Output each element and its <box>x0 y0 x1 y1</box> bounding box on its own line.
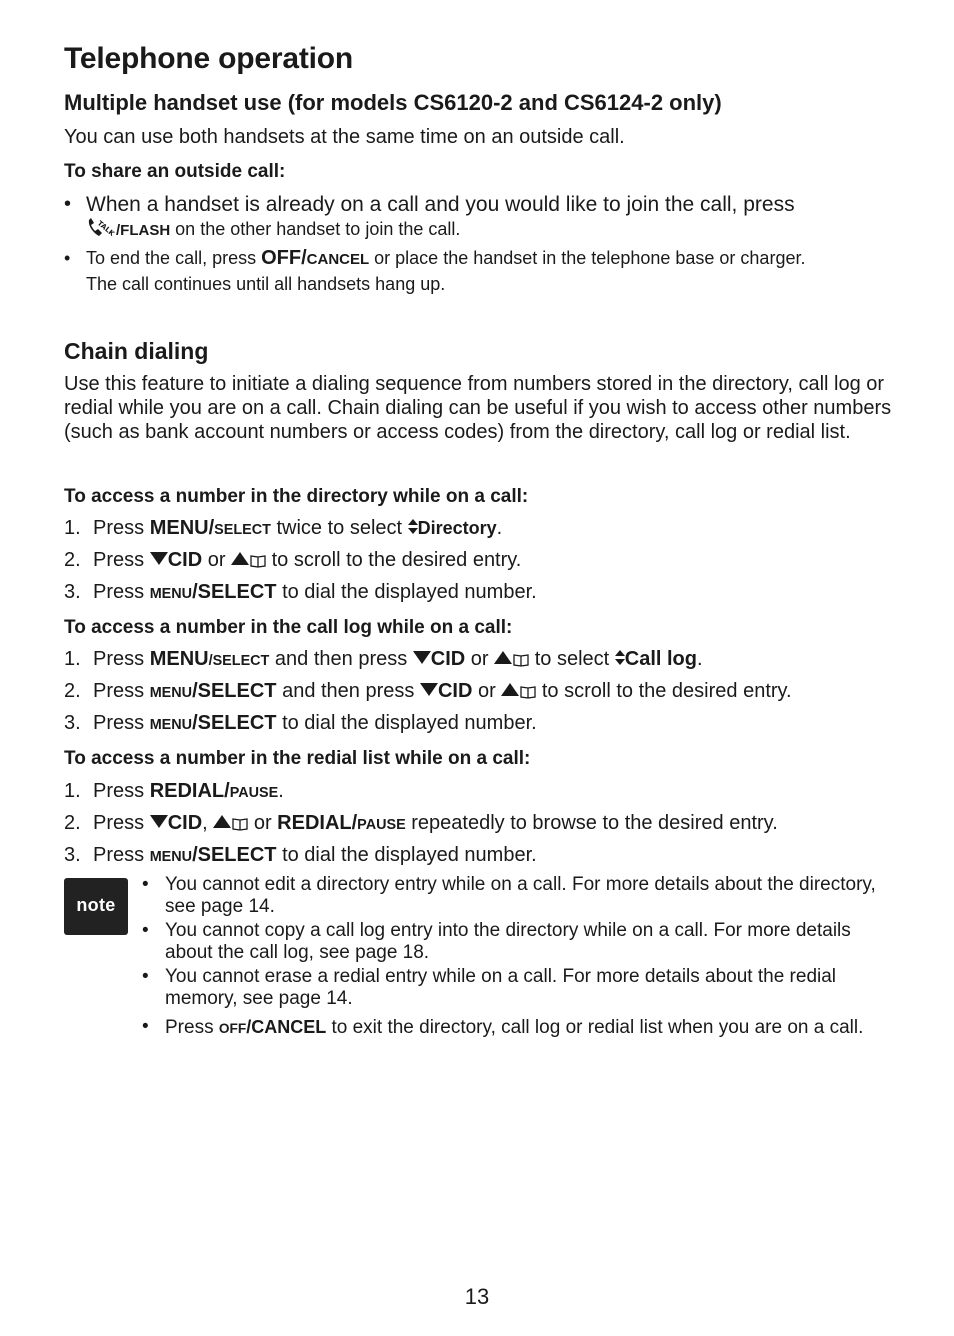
steps-call-log <box>64 644 792 740</box>
note-item: • You cannot copy a call log entry into the directory while on a call. For more details about the call log, see page 18. <box>142 920 851 963</box>
note-item: • You cannot erase a redial entry while on a call. For more details about the redial memory, see page 14. <box>142 966 837 1009</box>
menu-key: MENU <box>149 717 193 733</box>
step-redial-1: 1. Press REDIAL/PAUSE. <box>64 780 284 802</box>
bullet-text: When a handset is already on a call and you would like to join the call, press <box>86 193 795 216</box>
step-call-log-3: 3. Press MENU/SELECT to dial the displayed number. <box>64 712 537 734</box>
phonebook-icon <box>513 646 529 676</box>
menu-key: MENU <box>149 685 193 701</box>
up-down-arrow-icon <box>615 645 625 675</box>
off-key: OFF <box>218 1021 247 1036</box>
menu-key: MENU <box>149 849 193 865</box>
down-arrow-icon <box>150 815 168 828</box>
up-arrow-icon <box>213 815 231 828</box>
steps-directory <box>64 513 537 609</box>
menu-key: MENU <box>149 648 209 670</box>
select-key: /SELECT <box>192 844 277 866</box>
note-item: • Press OFF/CANCEL to exit the directory, call log or redial list when you are on a call. <box>142 1016 864 1038</box>
redial-key: REDIAL/ <box>277 812 358 834</box>
up-arrow-icon <box>231 552 249 565</box>
up-arrow-icon <box>494 651 512 664</box>
step-call-log-1: 1. Press MENU/SELECT and then press CID or to select Call log. <box>64 644 792 676</box>
bullet-text-end: The call continues until all handsets hang up. <box>86 274 446 294</box>
select-key: /SELECT <box>208 653 270 669</box>
step-directory-1: 1. Press MENU/SELECT twice to select Directory. <box>64 513 537 545</box>
phonebook-icon <box>520 678 536 708</box>
redial-key: REDIAL/ <box>149 780 230 802</box>
cid-key: CID <box>167 812 203 834</box>
section-heading-chain-dialing: Chain dialing <box>64 338 209 364</box>
subhead-share-call: To share an outside call: <box>64 161 286 182</box>
step-directory-3: 3. Press MENU/SELECT to dial the displayed number. <box>64 581 537 603</box>
up-arrow-icon <box>501 683 519 696</box>
bullet-text-cont <box>86 217 795 244</box>
step-redial-3: 3. Press MENU/SELECT to dial the displayed number. <box>64 844 537 866</box>
bullet-join-call <box>64 192 894 244</box>
select-key: SELECT <box>214 522 271 538</box>
phonebook-icon <box>250 547 266 577</box>
menu-key: MENU/ <box>149 517 215 539</box>
note-list <box>142 874 894 1042</box>
pause-key: PAUSE <box>357 817 406 833</box>
subhead-redial: To access a number in the redial list while on a call: <box>64 748 531 769</box>
up-down-arrow-icon <box>408 514 418 544</box>
bullet-text-end: on the other handset to join the call. <box>170 219 461 239</box>
flash-key: /FLASH <box>116 222 171 239</box>
pause-key: PAUSE <box>229 785 279 801</box>
cid-key: CID <box>167 549 203 571</box>
cancel-key: CANCEL <box>306 251 370 268</box>
page-title: Telephone operation <box>64 42 353 75</box>
step-call-log-2: 2. Press MENU/SELECT and then press CID or to scroll to the desired entry. <box>64 676 792 708</box>
steps-redial <box>64 776 778 872</box>
menu-item-directory: Directory <box>417 518 497 538</box>
talk-phone-icon <box>86 217 116 244</box>
subhead-call-log: To access a number in the call log while on a call: <box>64 617 513 638</box>
svg-text:TALK: TALK <box>95 219 116 238</box>
phonebook-icon <box>232 810 248 840</box>
select-key: /SELECT <box>192 581 277 603</box>
off-key: OFF/ <box>261 247 307 269</box>
step-redial-2: 2. Press CID, or REDIAL/PAUSE repeatedly to browse to the desired entry. <box>64 808 778 840</box>
down-arrow-icon <box>413 651 431 664</box>
bullet-text-mid: or place the handset in the telephone base or charger. <box>369 248 806 268</box>
step-directory-2: 2. Press CID or to scroll to the desired entry. <box>64 545 537 577</box>
select-key: /SELECT <box>192 680 277 702</box>
menu-item-call-log: Call log <box>624 648 697 670</box>
cancel-key: /CANCEL <box>246 1017 327 1037</box>
cid-key: CID <box>437 680 473 702</box>
bullet-mark: • <box>64 193 72 215</box>
note-badge: note <box>64 878 128 935</box>
menu-key: MENU <box>149 586 193 602</box>
subhead-directory: To access a number in the directory while on a call: <box>64 486 529 507</box>
down-arrow-icon <box>150 552 168 565</box>
bullet-mark: • <box>64 248 71 268</box>
page-number: 13 <box>464 1284 490 1309</box>
bullet-end-call <box>64 246 894 297</box>
cid-key: CID <box>430 648 466 670</box>
note-item: • You cannot edit a directory entry while on a call. For more details about the directory, see page 14. <box>142 874 876 917</box>
select-key: /SELECT <box>192 712 277 734</box>
section-intro-multiple-handset: You can use both handsets at the same time on an outside call. <box>64 126 625 148</box>
bullet-text: To end the call, press <box>86 248 262 268</box>
section-intro-chain-dialing: Use this feature to initiate a dialing sequence from numbers stored in the directory, call log or redial while you are on a call. Chain dialing can be useful if you wish to access other numbers (such as bank account numbers or access codes) from the directory, call log or redial list. <box>64 373 892 443</box>
down-arrow-icon <box>420 683 438 696</box>
section-heading-multiple-handset: Multiple handset use (for models CS6120-2 and CS6124-2 only) <box>64 90 722 115</box>
